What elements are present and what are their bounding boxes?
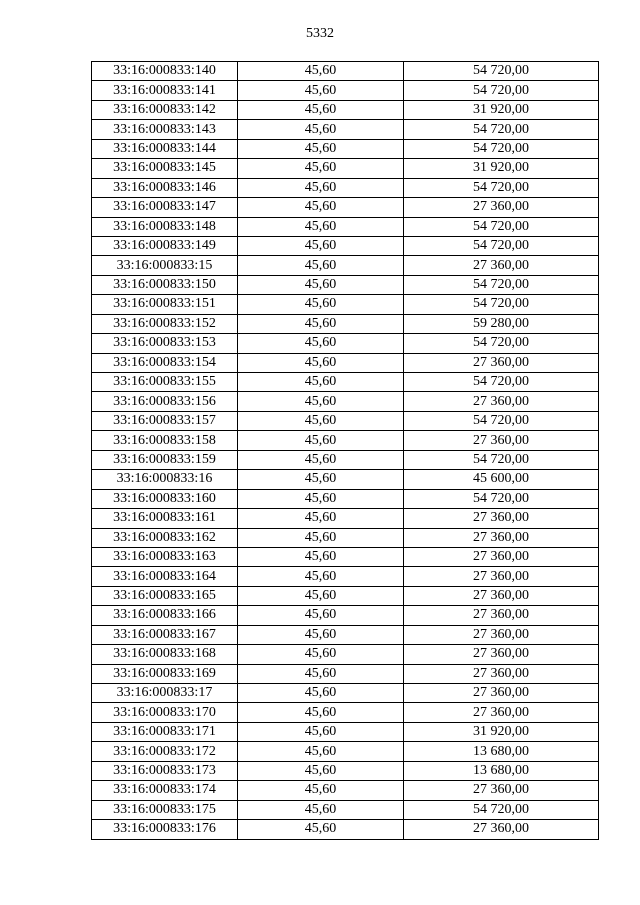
cadastral-number-cell: 33:16:000833:172 (92, 742, 238, 761)
value-cell: 27 360,00 (404, 781, 599, 800)
value-cell: 54 720,00 (404, 489, 599, 508)
value-cell: 31 920,00 (404, 100, 599, 119)
table-row (92, 684, 599, 703)
table-row (92, 645, 599, 664)
cadastral-number-cell: 33:16:000833:161 (92, 509, 238, 528)
cadastral-number-cell: 33:16:000833:142 (92, 100, 238, 119)
value-cell: 45 600,00 (404, 470, 599, 489)
area-cell: 45,60 (238, 120, 404, 139)
cadastral-number-cell: 33:16:000833:175 (92, 800, 238, 819)
area-cell: 45,60 (238, 761, 404, 780)
table-row (92, 470, 599, 489)
cadastral-number-cell: 33:16:000833:158 (92, 431, 238, 450)
table-row (92, 722, 599, 741)
area-cell: 45,60 (238, 236, 404, 255)
table-row (92, 586, 599, 605)
table-row (92, 800, 599, 819)
area-cell: 45,60 (238, 373, 404, 392)
value-cell: 13 680,00 (404, 742, 599, 761)
table-row (92, 761, 599, 780)
area-cell: 45,60 (238, 722, 404, 741)
area-cell: 45,60 (238, 645, 404, 664)
value-cell: 27 360,00 (404, 198, 599, 217)
cadastral-number-cell: 33:16:000833:153 (92, 334, 238, 353)
value-cell: 27 360,00 (404, 256, 599, 275)
table-row (92, 334, 599, 353)
value-cell: 27 360,00 (404, 509, 599, 528)
table-row (92, 139, 599, 158)
value-cell: 54 720,00 (404, 450, 599, 469)
cadastral-number-cell: 33:16:000833:144 (92, 139, 238, 158)
cadastral-number-cell: 33:16:000833:170 (92, 703, 238, 722)
cadastral-number-cell: 33:16:000833:17 (92, 684, 238, 703)
cadastral-number-cell: 33:16:000833:150 (92, 275, 238, 294)
cadastral-number-cell: 33:16:000833:148 (92, 217, 238, 236)
value-cell: 54 720,00 (404, 120, 599, 139)
area-cell: 45,60 (238, 742, 404, 761)
value-cell: 13 680,00 (404, 761, 599, 780)
area-cell: 45,60 (238, 606, 404, 625)
area-cell: 45,60 (238, 489, 404, 508)
cadastral-number-cell: 33:16:000833:173 (92, 761, 238, 780)
value-cell: 54 720,00 (404, 373, 599, 392)
table-row (92, 625, 599, 644)
area-cell: 45,60 (238, 139, 404, 158)
cadastral-number-cell: 33:16:000833:154 (92, 353, 238, 372)
area-cell: 45,60 (238, 411, 404, 430)
cadastral-number-cell: 33:16:000833:143 (92, 120, 238, 139)
table-row (92, 528, 599, 547)
table-row (92, 606, 599, 625)
area-cell: 45,60 (238, 314, 404, 333)
value-cell: 27 360,00 (404, 528, 599, 547)
area-cell: 45,60 (238, 100, 404, 119)
area-cell: 45,60 (238, 547, 404, 566)
area-cell: 45,60 (238, 586, 404, 605)
value-cell: 27 360,00 (404, 645, 599, 664)
cadastral-number-cell: 33:16:000833:149 (92, 236, 238, 255)
area-cell: 45,60 (238, 159, 404, 178)
cadastral-number-cell: 33:16:000833:169 (92, 664, 238, 683)
table-row (92, 703, 599, 722)
cadastral-number-cell: 33:16:000833:16 (92, 470, 238, 489)
table-body (92, 62, 599, 840)
table-row (92, 450, 599, 469)
value-cell: 54 720,00 (404, 411, 599, 430)
cadastral-number-cell: 33:16:000833:165 (92, 586, 238, 605)
value-cell: 27 360,00 (404, 567, 599, 586)
area-cell: 45,60 (238, 256, 404, 275)
value-cell: 31 920,00 (404, 722, 599, 741)
cadastral-number-cell: 33:16:000833:146 (92, 178, 238, 197)
area-cell: 45,60 (238, 62, 404, 81)
value-cell: 54 720,00 (404, 81, 599, 100)
area-cell: 45,60 (238, 664, 404, 683)
area-cell: 45,60 (238, 275, 404, 294)
value-cell: 54 720,00 (404, 334, 599, 353)
table-row (92, 120, 599, 139)
cadastral-table (91, 61, 599, 840)
cadastral-number-cell: 33:16:000833:157 (92, 411, 238, 430)
area-cell: 45,60 (238, 217, 404, 236)
table-row (92, 547, 599, 566)
cadastral-number-cell: 33:16:000833:147 (92, 198, 238, 217)
area-cell: 45,60 (238, 334, 404, 353)
value-cell: 27 360,00 (404, 664, 599, 683)
table-row (92, 62, 599, 81)
cadastral-number-cell: 33:16:000833:168 (92, 645, 238, 664)
table-row (92, 509, 599, 528)
area-cell: 45,60 (238, 295, 404, 314)
table-row (92, 256, 599, 275)
area-cell: 45,60 (238, 431, 404, 450)
cadastral-number-cell: 33:16:000833:167 (92, 625, 238, 644)
area-cell: 45,60 (238, 353, 404, 372)
area-cell: 45,60 (238, 528, 404, 547)
value-cell: 27 360,00 (404, 625, 599, 644)
value-cell: 54 720,00 (404, 62, 599, 81)
table-row (92, 664, 599, 683)
value-cell: 54 720,00 (404, 275, 599, 294)
table-row (92, 178, 599, 197)
table-row (92, 781, 599, 800)
area-cell: 45,60 (238, 509, 404, 528)
table-row (92, 295, 599, 314)
table-row (92, 100, 599, 119)
table-row (92, 275, 599, 294)
cadastral-number-cell: 33:16:000833:15 (92, 256, 238, 275)
cadastral-number-cell: 33:16:000833:151 (92, 295, 238, 314)
table-row (92, 217, 599, 236)
cadastral-number-cell: 33:16:000833:160 (92, 489, 238, 508)
value-cell: 54 720,00 (404, 800, 599, 819)
table-row (92, 198, 599, 217)
area-cell: 45,60 (238, 820, 404, 839)
table-row (92, 159, 599, 178)
value-cell: 27 360,00 (404, 684, 599, 703)
cadastral-number-cell: 33:16:000833:155 (92, 373, 238, 392)
cadastral-number-cell: 33:16:000833:163 (92, 547, 238, 566)
area-cell: 45,60 (238, 703, 404, 722)
cadastral-number-cell: 33:16:000833:171 (92, 722, 238, 741)
cadastral-number-cell: 33:16:000833:176 (92, 820, 238, 839)
value-cell: 59 280,00 (404, 314, 599, 333)
cadastral-number-cell: 33:16:000833:166 (92, 606, 238, 625)
table-row (92, 392, 599, 411)
value-cell: 27 360,00 (404, 392, 599, 411)
cadastral-number-cell: 33:16:000833:141 (92, 81, 238, 100)
value-cell: 27 360,00 (404, 547, 599, 566)
area-cell: 45,60 (238, 198, 404, 217)
value-cell: 54 720,00 (404, 139, 599, 158)
value-cell: 27 360,00 (404, 820, 599, 839)
area-cell: 45,60 (238, 392, 404, 411)
table-row (92, 81, 599, 100)
table-row (92, 353, 599, 372)
table-row (92, 314, 599, 333)
area-cell: 45,60 (238, 781, 404, 800)
area-cell: 45,60 (238, 684, 404, 703)
table-row (92, 431, 599, 450)
table-row (92, 567, 599, 586)
value-cell: 27 360,00 (404, 431, 599, 450)
value-cell: 27 360,00 (404, 703, 599, 722)
area-cell: 45,60 (238, 625, 404, 644)
area-cell: 45,60 (238, 178, 404, 197)
area-cell: 45,60 (238, 800, 404, 819)
cadastral-number-cell: 33:16:000833:174 (92, 781, 238, 800)
value-cell: 54 720,00 (404, 295, 599, 314)
cadastral-number-cell: 33:16:000833:164 (92, 567, 238, 586)
area-cell: 45,60 (238, 470, 404, 489)
area-cell: 45,60 (238, 81, 404, 100)
area-cell: 45,60 (238, 450, 404, 469)
cadastral-number-cell: 33:16:000833:145 (92, 159, 238, 178)
value-cell: 54 720,00 (404, 217, 599, 236)
cadastral-number-cell: 33:16:000833:162 (92, 528, 238, 547)
table-row (92, 411, 599, 430)
table-row (92, 820, 599, 839)
value-cell: 31 920,00 (404, 159, 599, 178)
table-row (92, 236, 599, 255)
page-number: 5332 (306, 26, 334, 41)
cadastral-number-cell: 33:16:000833:152 (92, 314, 238, 333)
cadastral-number-cell: 33:16:000833:140 (92, 62, 238, 81)
table-row (92, 489, 599, 508)
value-cell: 27 360,00 (404, 586, 599, 605)
value-cell: 54 720,00 (404, 236, 599, 255)
area-cell: 45,60 (238, 567, 404, 586)
table-row (92, 742, 599, 761)
value-cell: 27 360,00 (404, 353, 599, 372)
table-row (92, 373, 599, 392)
value-cell: 54 720,00 (404, 178, 599, 197)
cadastral-number-cell: 33:16:000833:156 (92, 392, 238, 411)
value-cell: 27 360,00 (404, 606, 599, 625)
cadastral-number-cell: 33:16:000833:159 (92, 450, 238, 469)
